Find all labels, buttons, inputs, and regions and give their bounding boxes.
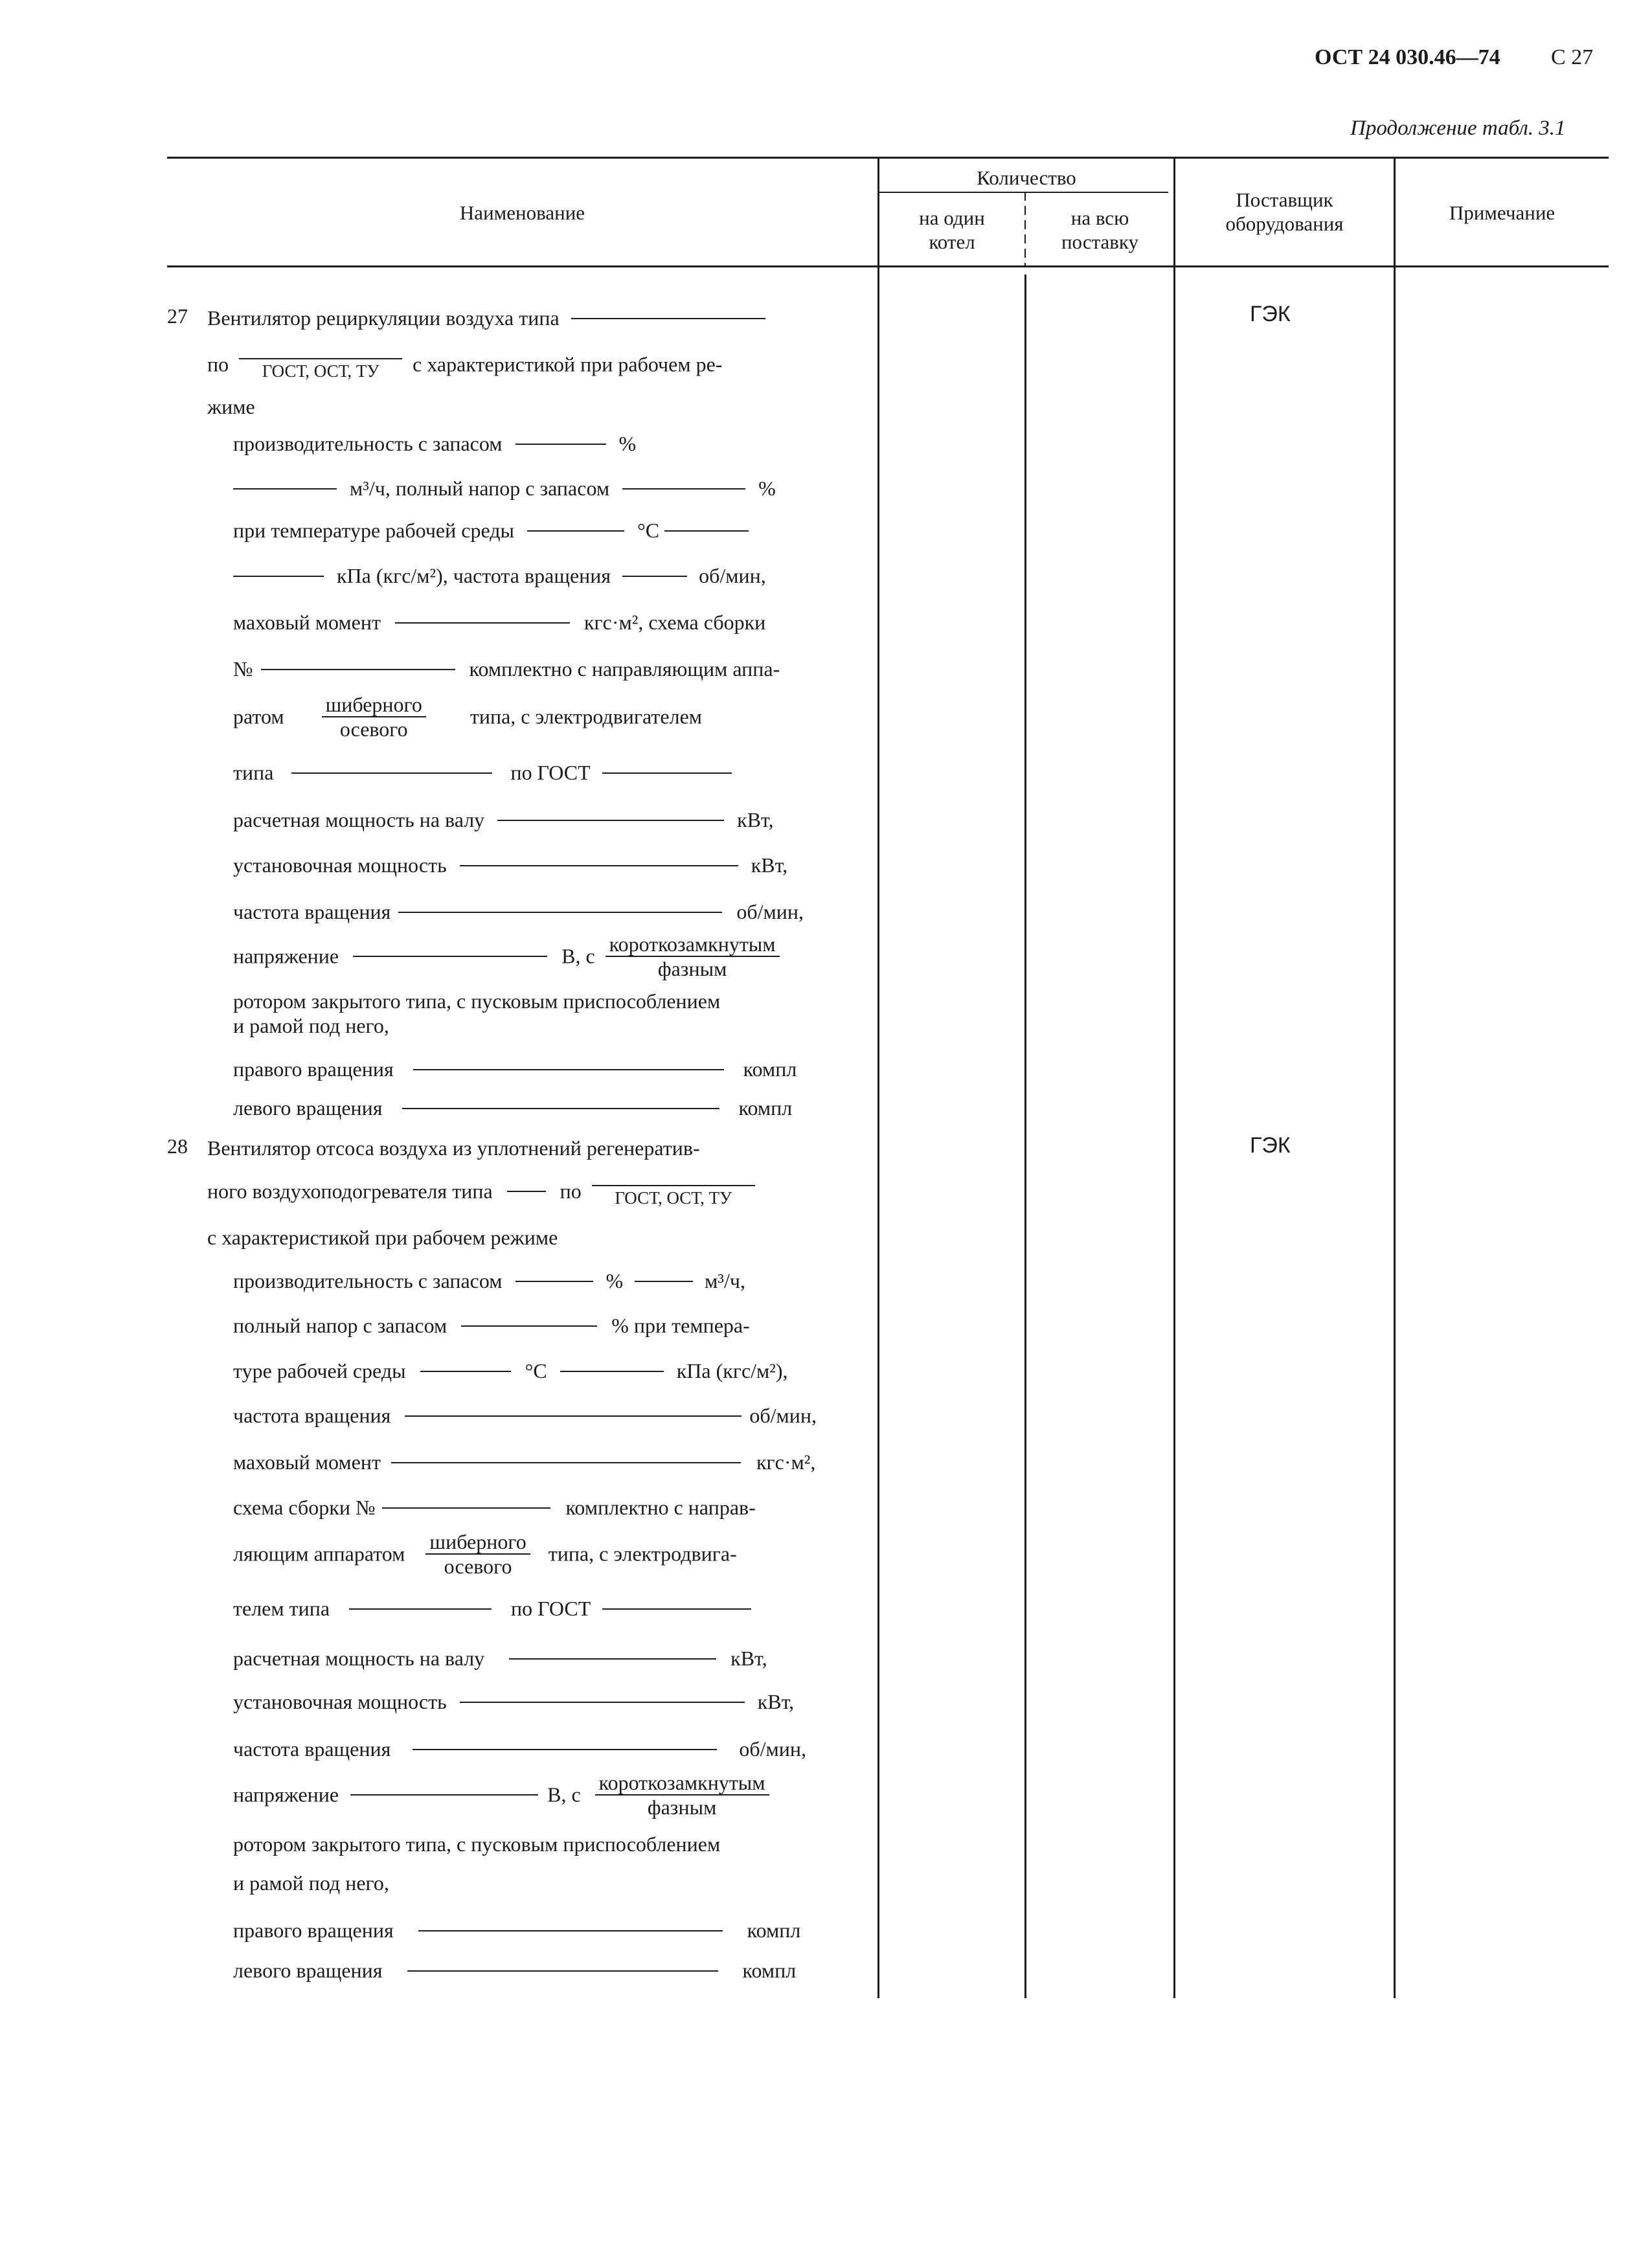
text: установочная мощность: [233, 853, 447, 877]
text: компл: [742, 1959, 797, 1983]
blank-field: [233, 488, 337, 490]
blank-field: [460, 1702, 745, 1703]
fraction-numerator: шиберного: [425, 1530, 530, 1555]
col-header-per-delivery: [1026, 206, 1173, 254]
fraction-numerator: короткозамкнутым: [605, 932, 780, 957]
item-28-line-16: [233, 1830, 720, 1856]
item-27-line-16: [233, 987, 720, 1013]
text: производительность с запасом: [233, 1269, 503, 1293]
item-28-line-13: [233, 1688, 794, 1714]
text: телем типа: [233, 1597, 330, 1621]
blank-field: [402, 1108, 719, 1109]
item-28-line-1: [207, 1134, 700, 1160]
item-27-line-8: [233, 609, 765, 635]
text: расчетная мощность на валу: [233, 1647, 485, 1671]
item-27-line-1: [207, 304, 765, 330]
item-27-line-17: [233, 1012, 389, 1038]
col-header-supplier: [1175, 188, 1394, 236]
item-28-line-15: [233, 1771, 769, 1819]
blank-field: [261, 669, 455, 670]
blank-field: [527, 530, 624, 532]
item-28-line-4: [233, 1267, 745, 1293]
text: кгс·м², схема сборки: [583, 611, 766, 635]
text: кПа (кгс/м²),: [676, 1359, 788, 1383]
text: об/мин,: [749, 1404, 817, 1428]
text: по ГОСТ: [511, 1597, 591, 1621]
item-27-supplier: ГЭК: [1250, 302, 1291, 326]
blank-field: [515, 1281, 593, 1282]
fraction-denominator: фазным: [647, 1796, 717, 1819]
damper-type-fraction: [425, 1530, 530, 1578]
fraction-denominator: ГОСТ, ОСТ, ТУ: [615, 1188, 732, 1208]
text: %: [758, 477, 776, 501]
col-divider-2-body: [1024, 275, 1026, 1998]
item-28-line-8: [233, 1448, 815, 1474]
text: по: [207, 352, 229, 376]
text: правого вращения: [233, 1919, 394, 1943]
blank-field: [664, 530, 749, 532]
text: и рамой под него,: [233, 1014, 389, 1038]
col-divider-4: [1394, 158, 1396, 1998]
item-28-line-18: [233, 1917, 800, 1943]
text: типа: [233, 761, 274, 785]
text: °С: [637, 519, 660, 543]
item-28-line-10: [233, 1530, 737, 1578]
item-28-title: Вентилятор отсоса воздуха из уплотнений регенератив-: [207, 1136, 700, 1160]
text: ратом: [233, 704, 284, 728]
text: туре рабочей среды: [233, 1359, 406, 1383]
item-28-line-9: [233, 1494, 756, 1520]
item-27-line-3: [207, 393, 255, 419]
text: % при темпера-: [611, 1314, 750, 1338]
text: ляющим аппаратом: [233, 1542, 405, 1566]
blank-field: [571, 318, 765, 319]
text: %: [618, 432, 637, 456]
blank-field: [405, 1415, 741, 1417]
rotor-type-fraction: [595, 1771, 769, 1819]
text: напряжение: [233, 1783, 339, 1807]
col-divider-3: [1173, 158, 1175, 1998]
text: В, с: [561, 944, 595, 968]
blank-field: [622, 576, 687, 577]
item-28-line-2: [207, 1173, 755, 1210]
item-27-line-15: [233, 932, 780, 980]
text: кПа (кгс/м²), частота вращения: [337, 564, 611, 588]
text: маховый момент: [233, 1450, 381, 1474]
item-27-line-2: [207, 346, 722, 383]
text: об/мин,: [739, 1737, 807, 1761]
col-header-name: Наименование: [459, 201, 585, 224]
fraction-denominator: осевого: [339, 717, 408, 741]
fraction-denominator: ГОСТ, ОСТ, ТУ: [262, 361, 379, 381]
text: об/мин,: [736, 900, 804, 924]
item-27-line-18: [233, 1055, 797, 1081]
col-divider-2: [1024, 192, 1026, 265]
blank-field: [350, 1794, 538, 1796]
blank-field: [507, 1191, 546, 1192]
text: кгс·м²,: [756, 1450, 816, 1474]
table-header-rule: [167, 265, 1609, 267]
item-27-line-4: [233, 430, 636, 456]
text: кВт,: [751, 853, 788, 877]
item-27-line-11: [233, 759, 732, 785]
col-header-per-boiler-l1: на один: [919, 207, 985, 229]
text: схема сборки №: [233, 1496, 376, 1520]
text: маховый момент: [233, 611, 381, 635]
blank-field: [560, 1371, 664, 1372]
text: №: [233, 657, 253, 681]
blank-field: [382, 1507, 550, 1509]
standard-number: ОСТ 24 030.46—74: [1315, 45, 1500, 69]
blank-field: [420, 1371, 511, 1372]
blank-field: [509, 1658, 716, 1660]
text: кВт,: [737, 808, 774, 832]
item-27-line-13: [233, 851, 787, 877]
standard-fraction: [592, 1173, 755, 1210]
text: ротором закрытого типа, с пусковым приспособлением: [233, 989, 721, 1013]
item-27-line-5: [233, 475, 776, 501]
text: компл: [743, 1057, 797, 1081]
blank-field: [460, 865, 738, 866]
item-28-line-11: [233, 1595, 751, 1621]
item-27-line-14: [233, 898, 804, 924]
blank-field: [515, 444, 606, 445]
text: при температуре рабочей среды: [233, 519, 514, 543]
item-27-line-10: [233, 693, 702, 741]
col-header-supplier-l1: Поставщик: [1236, 188, 1333, 211]
blank-field: [413, 1069, 724, 1070]
item-28-line-19: [233, 1957, 796, 1983]
fraction-numerator: короткозамкнутым: [595, 1771, 769, 1796]
item-28-line-6: [233, 1357, 788, 1383]
item-27-line-9: [233, 655, 780, 681]
item-28-line-5: [233, 1312, 750, 1338]
text: м³/ч,: [705, 1269, 745, 1293]
item-28-line-12: [233, 1645, 767, 1671]
text: частота вращения: [233, 1404, 391, 1428]
blank-field: [602, 1608, 751, 1610]
col-header-quantity: Количество: [977, 166, 1076, 189]
blank-field: [418, 1930, 723, 1931]
blank-field: [395, 622, 570, 624]
col-header-supplier-l2: оборудования: [1225, 212, 1344, 235]
item-28-number: 28: [167, 1134, 188, 1158]
text: ротором закрытого типа, с пусковым приспособлением: [233, 1832, 721, 1856]
col-header-per-boiler-l2: котел: [929, 231, 975, 253]
item-28-line-14: [233, 1735, 806, 1761]
text: производительность с запасом: [233, 432, 503, 456]
text: комплектно с направ-: [565, 1496, 756, 1520]
text: левого вращения: [233, 1096, 383, 1120]
blank-field: [398, 912, 722, 913]
text: м³/ч, полный напор с запасом: [350, 477, 610, 501]
text: по: [560, 1179, 582, 1203]
text: жиме: [207, 395, 255, 419]
item-28-supplier: ГЭК: [1250, 1133, 1291, 1158]
blank-field: [349, 1608, 492, 1610]
text: типа, с электродвигателем: [470, 704, 703, 728]
blank-field: [353, 956, 547, 957]
item-27-line-7: [233, 562, 766, 588]
text: В, с: [547, 1783, 581, 1807]
item-27-line-12: [233, 806, 774, 832]
fraction-denominator: осевого: [444, 1555, 512, 1578]
text: комплектно с направляющим аппа-: [469, 657, 780, 681]
text: компл: [738, 1096, 793, 1120]
blank-field: [602, 772, 732, 774]
text: по ГОСТ: [510, 761, 591, 785]
text: об/мин,: [699, 564, 766, 588]
blank-field: [233, 576, 324, 577]
item-27-number: 27: [167, 304, 188, 328]
quantity-sub-rule: [879, 192, 1168, 193]
text: компл: [747, 1919, 801, 1943]
text: частота вращения: [233, 900, 391, 924]
col-header-note: Примечание: [1449, 201, 1556, 224]
table-continuation-label: Продолжение табл. 3.1: [1350, 117, 1566, 140]
col-divider-1: [877, 158, 879, 1998]
blank-field: [622, 488, 745, 490]
blank-field: [291, 772, 492, 774]
blank-field: [407, 1970, 718, 1972]
blank-field: [635, 1281, 693, 1282]
table-top-rule: [167, 157, 1609, 159]
text: напряжение: [233, 944, 339, 968]
text: частота вращения: [233, 1737, 391, 1761]
col-header-per-delivery-l2: поставку: [1061, 231, 1139, 253]
blank-field: [461, 1325, 597, 1327]
text: правого вращения: [233, 1057, 394, 1081]
item-27-line-19: [233, 1094, 792, 1120]
text: расчетная мощность на валу: [233, 808, 485, 832]
text: %: [605, 1269, 624, 1293]
text: установочная мощность: [233, 1690, 447, 1714]
text: °С: [525, 1359, 547, 1383]
item-27-line-6: [233, 517, 749, 543]
blank-field: [497, 820, 724, 821]
item-28-line-17: [233, 1869, 389, 1895]
col-header-per-boiler: [879, 206, 1024, 254]
rotor-type-fraction: [605, 932, 780, 980]
blank-field: [391, 1462, 741, 1463]
text: и рамой под него,: [233, 1871, 389, 1895]
text: кВт,: [757, 1690, 795, 1714]
text: левого вращения: [233, 1959, 383, 1983]
blank-field: [413, 1749, 717, 1750]
text: полный напор с запасом: [233, 1314, 447, 1338]
item-28-line-7: [233, 1402, 817, 1428]
fraction-numerator: шиберного: [322, 693, 426, 717]
item-28-line-3: [207, 1224, 558, 1250]
standard-fraction: [239, 346, 402, 383]
col-header-per-delivery-l1: на всю: [1070, 207, 1129, 229]
text: ного воздухоподогревателя типа: [207, 1179, 493, 1203]
page-number: С 27: [1551, 45, 1594, 69]
text: с характеристикой при рабочем ре-: [413, 352, 723, 376]
fraction-denominator: фазным: [657, 957, 727, 980]
item-27-title: Вентилятор рециркуляции воздуха типа: [207, 306, 560, 330]
text: кВт,: [730, 1647, 767, 1671]
text: с характеристикой при рабочем режиме: [207, 1226, 558, 1250]
text: типа, с электродвига-: [548, 1542, 737, 1566]
damper-type-fraction: [322, 693, 426, 741]
